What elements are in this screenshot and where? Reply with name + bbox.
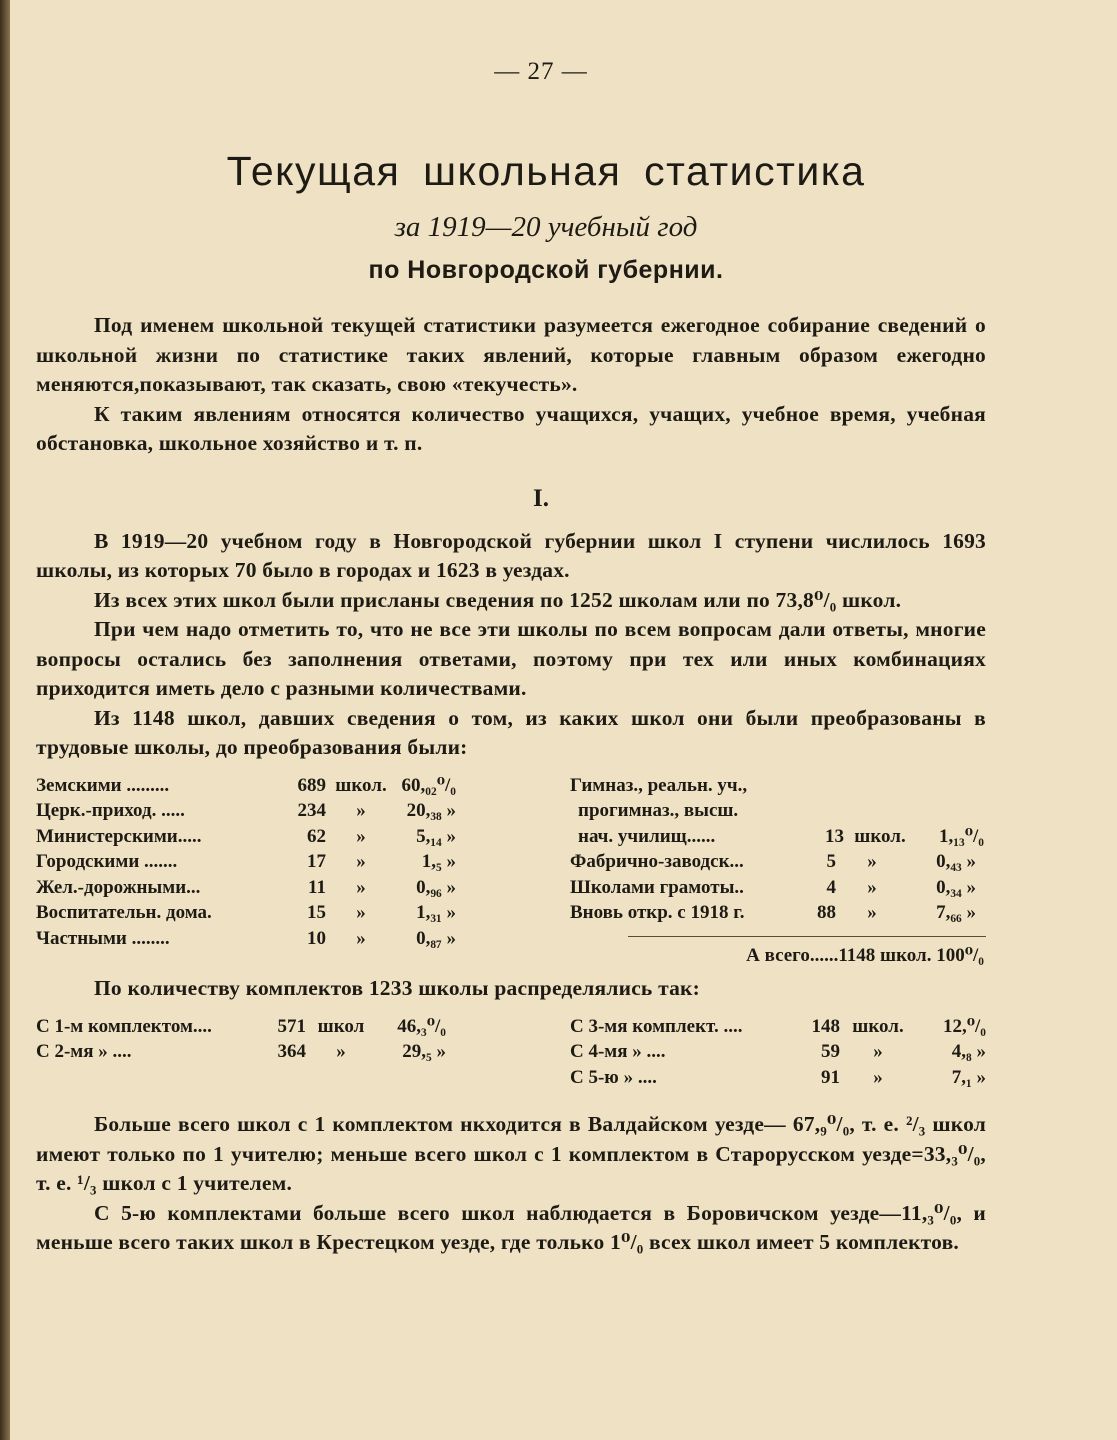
row-count: 13 — [825, 825, 844, 847]
page-binding-edge — [0, 0, 10, 1440]
table-row — [570, 849, 986, 875]
row-label: Вновь откр. с 1918 г. — [570, 902, 745, 923]
row-label: Воспитательн. дома. — [36, 902, 212, 923]
table-row — [570, 1039, 986, 1065]
row-percent: 0,₈₇ » — [416, 927, 456, 949]
row-unit: » — [867, 851, 877, 872]
row-count: 571 — [277, 1015, 306, 1037]
body-paragraph: Из 1148 школ, давших сведения о том, из каких школ они были преобразованы в трудовые школы, до преобразования были: — [36, 705, 986, 759]
row-unit: школ. — [335, 774, 387, 796]
table-row — [570, 875, 986, 901]
row-count: 17 — [307, 851, 326, 872]
row-count: 59 — [821, 1041, 840, 1062]
row-count: 5 — [826, 851, 836, 872]
complects-intro: По количеству комплектов 1233 школы распределялись так: — [94, 976, 700, 1000]
row-count: 91 — [821, 1066, 840, 1088]
row-percent: 20,₃₈ » — [406, 800, 456, 821]
row-count: 15 — [307, 902, 326, 923]
row-percent: 0,₃₄ » — [936, 876, 976, 898]
row-label: Гимназ., реальн. уч., — [570, 774, 748, 796]
body-paragraph: При чем надо отметить то, что не все эти школы по всем вопросам дали ответы, многие вопросы остались без заполнения ответами, поэтому при тех или иных комбинациях приходится иметь дело с разными количествами. — [36, 617, 986, 700]
row-label: С 4-мя » .... — [570, 1041, 666, 1062]
row-percent: 60,₀₂⁰/₀ — [401, 774, 456, 796]
region-heading: по Новгородской губернии. — [368, 256, 724, 284]
row-percent: 29,₅ » — [402, 1041, 446, 1062]
row-label: нач. училищ...... — [578, 825, 716, 847]
table-row — [36, 1039, 476, 1065]
row-unit: » — [336, 1041, 346, 1062]
row-label: С 3-мя комплект. .... — [570, 1015, 743, 1037]
row-label: прогимназ., высш. — [578, 800, 739, 821]
intro-paragraph: Под именем школьной текущей статистики разумеется ежегодное собирание сведений о школьной жизни по статистике таких явлений, которые главным образом ежегодно меняются,показывают, так сказать, свою «текучесть». — [36, 313, 986, 396]
row-unit: » — [356, 851, 366, 872]
row-percent: 0,₄₃ » — [936, 851, 976, 872]
table-row — [36, 1014, 476, 1040]
row-unit: » — [356, 927, 366, 949]
row-count: 689 — [297, 774, 326, 796]
row-unit: школ. — [852, 1015, 904, 1037]
row-percent: 12,⁰/₀ — [942, 1015, 986, 1037]
body-paragraph: В 1919—20 учебном году в Новгородской губернии школ I ступени числилось 1693 школы, из которых 70 было в городах и 1623 в уездах. — [36, 528, 986, 582]
row-unit: » — [356, 876, 366, 898]
row-count: 148 — [811, 1015, 840, 1037]
row-percent: 7,₁ » — [951, 1066, 986, 1088]
conclusion-paragraph: С 5-ю комплектами больше всего школ наблюдается в Боровичском уезде—11,₃⁰/₀, и меньше всего таких школ в Крестецком уезде, где только 1⁰/₀ всех школ имеет 5 комплектов. — [36, 1200, 986, 1254]
table-row — [36, 875, 476, 901]
row-label: Фабрично-заводск... — [570, 851, 744, 872]
row-label: Земскими ......... — [36, 774, 170, 796]
table-row — [36, 798, 476, 824]
conclusion-paragraph: Больше всего школ с 1 комплектом нкходится в Валдайском уезде— 67,₉⁰/₀, т. е. ²/₃ школ имеют только по 1 учителю; меньше всего школ с 1 комплектом в Старорусском уезде=33,₃⁰/₀, т. е. ¹/₃ школ с 1 учителем. — [36, 1112, 986, 1195]
page-subtitle: за 1919—20 учебный год — [394, 211, 698, 243]
table-row — [570, 1014, 986, 1040]
row-percent: 0,₉₆ » — [416, 876, 456, 898]
table-row — [570, 1065, 986, 1091]
row-count: 62 — [307, 825, 326, 847]
row-unit: » — [356, 902, 366, 923]
row-count: 364 — [277, 1041, 306, 1062]
row-label: Жел.-дорожными... — [36, 876, 201, 898]
body-paragraph: Из всех этих школ были присланы сведения по 1252 школам или по 73,8⁰/₀ школ. — [94, 587, 902, 612]
row-count: 10 — [307, 927, 326, 949]
row-unit: » — [873, 1066, 883, 1088]
row-unit: школ — [317, 1015, 365, 1037]
table-row — [36, 824, 476, 850]
origin-table-left — [36, 773, 476, 969]
table-total: А всего......1148 школ. 100⁰/₀ — [628, 936, 986, 969]
table-row — [570, 798, 986, 824]
row-unit: » — [867, 876, 877, 898]
row-percent: 5,₁₄ » — [416, 825, 456, 847]
row-label: Министерскими..... — [36, 825, 202, 847]
page-number: — 27 — — [494, 58, 588, 85]
page-title: Текущая школьная статистика — [226, 148, 866, 194]
row-unit: » — [873, 1041, 883, 1062]
row-percent: 1,₁₃⁰/₀ — [939, 825, 984, 847]
table-row — [570, 900, 986, 926]
row-percent: 4,₈ » — [951, 1041, 986, 1062]
row-label: С 2-мя » .... — [36, 1041, 132, 1062]
complects-table-left — [36, 1014, 476, 1091]
table-row — [36, 849, 476, 875]
row-count: 4 — [826, 876, 836, 898]
section-heading: I. — [533, 484, 549, 512]
row-percent: 1,₅ » — [421, 851, 456, 872]
table-row — [36, 900, 476, 926]
row-label: Частными ........ — [36, 927, 170, 949]
table-row — [36, 926, 476, 952]
row-unit: школ. — [854, 825, 906, 847]
row-label: Школами грамоты.. — [570, 876, 744, 898]
complects-table-right — [570, 1014, 986, 1091]
row-percent: 46,₃⁰/₀ — [397, 1015, 446, 1037]
origin-table — [36, 773, 986, 969]
row-percent: 1,₃₁ » — [416, 902, 456, 923]
row-unit: » — [356, 825, 366, 847]
table-row — [570, 824, 986, 850]
row-label: С 5-ю » .... — [570, 1066, 657, 1088]
intro-paragraph: К таким явлениям относятся количество учащихся, учащих, учебное время, учебная обстановка, школьное хозяйство и т. п. — [36, 401, 986, 455]
row-label: Городскими ....... — [36, 851, 178, 872]
row-unit: » — [356, 800, 366, 821]
origin-table-right — [570, 773, 986, 969]
row-unit: » — [867, 902, 877, 923]
row-percent: 7,₆₆ » — [936, 902, 976, 923]
table-row — [570, 773, 986, 799]
row-count: 234 — [297, 800, 326, 821]
row-label: Церк.-приход. ..... — [36, 800, 185, 821]
row-label: С 1-м комплектом.... — [36, 1015, 212, 1037]
complects-table — [36, 1014, 986, 1091]
row-count: 11 — [308, 876, 326, 898]
document-page — [36, 58, 986, 1258]
table-row — [36, 773, 476, 799]
row-count: 88 — [817, 902, 836, 923]
